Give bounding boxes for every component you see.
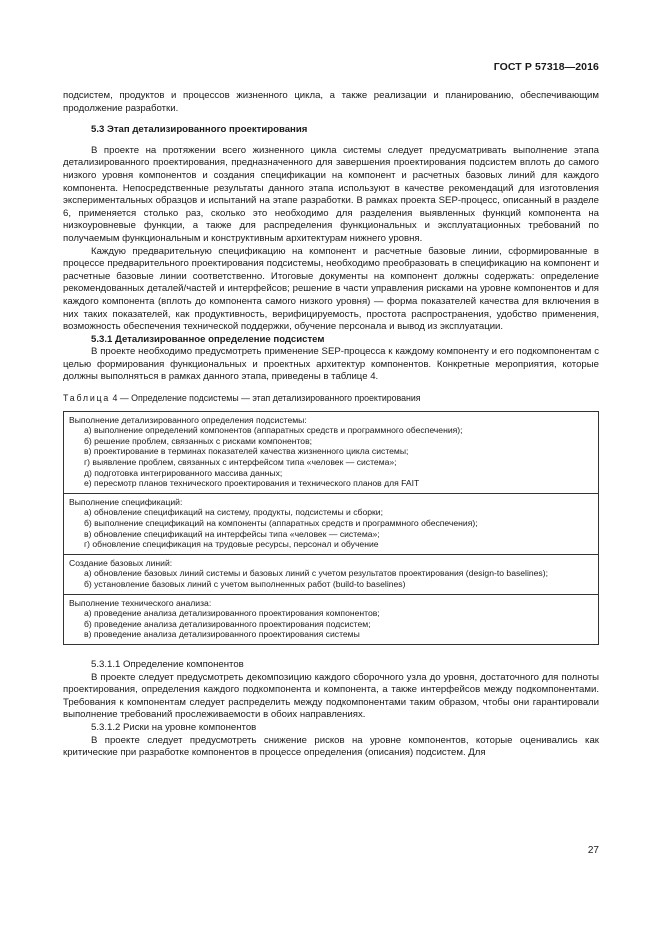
table-cell <box>64 411 599 493</box>
table-cell <box>64 594 599 644</box>
table-cell-item: в) проведение анализа детализированного проектирования системы <box>84 629 360 640</box>
table-cell-item: в) обновление спецификаций на интерфейсы типа «человек — система»; <box>84 528 380 539</box>
table-cell-item: д) подготовка интегрированного массива данных; <box>84 467 283 478</box>
table-cell-item: б) выполнение спецификаций на компоненты (аппаратных средств и программного обеспечения); <box>84 518 478 528</box>
table-cell-item: е) пересмотр планов технического проектирования и технического планов для FAIT <box>84 478 420 489</box>
table-cell-item: г) обновление спецификация на трудовые ресурсы, персонал и обучение <box>84 539 379 550</box>
section-5-3-1-paragraph: В проекте необходимо предусмотреть применение SEP-процесса к каждому компоненту и его подкомпонентам с целью формирования функциональных и проектных архитектур компонентов. Конкретные мероприятия, которые должны выполняться в рамках данного этапа, приведены в таблице 4. <box>63 346 599 383</box>
section-5-3-paragraph-1: В проекте на протяжении всего жизненного цикла системы следует предусматривать выполнение этапа детализированного проектирования, предназначенного для завершения проектирования подсистем вплоть до самого низкого уровня компонентов и создания спецификации на компонент и расчетных базовых линий для каждого компонента. Непосредственные результаты данного этапа используют в качестве рекомендаций для изготовления экспериментальных образцов и испытаний на этапе разработки. В рамках проекта SEP-процесс, описанный в разделе 6, применяется столько раз, сколько это необходимо для разделения выявленных функций компонента на низкоуровневые функции, а также для распределения функциональных и эксплуатационных требований по получаемым функциональным и конструктивным архитектурам нижнего уровня. <box>63 144 599 244</box>
intro-paragraph: подсистем, продуктов и процессов жизненного цикла, а также реализации и планированию, обеспечивающим продолжение разработки. <box>63 90 599 114</box>
table-row <box>64 493 599 554</box>
table-row <box>64 594 599 644</box>
table-cell-title: Выполнение технического анализа: <box>69 597 212 608</box>
table-cell-item: а) обновление базовых линий системы и базовых линий с учетом результатов проектирования (design-to baselines); <box>84 568 548 579</box>
table-cell-item: а) проведение анализа детализированного проектирования компонентов; <box>84 608 380 619</box>
table-cell-item: а) обновление спецификаций на систему, продукты, подсистемы и сборки; <box>84 507 383 518</box>
table-cell-item: б) проведение анализа детализированного проектирования подсистем; <box>84 618 371 629</box>
table-cell-item: г) выявление проблем, связанных с интерфейсом типа «человек — система»; <box>84 457 397 468</box>
table-body <box>64 411 599 644</box>
section-5-3-1-heading: 5.3.1 Детализированное определение подсистем <box>91 333 325 345</box>
table-cell-item: в) проектирование в терминах показателей качества жизненного цикла системы; <box>84 446 409 457</box>
table-row <box>64 411 599 493</box>
table-caption-text: 4 — Определение подсистемы — этап детализированного проектирования <box>110 393 421 404</box>
table-4 <box>63 411 599 645</box>
table-cell-title: Создание базовых линий: <box>69 557 173 568</box>
table-cell-item: б) установление базовых линий с учетом выполненных работ (build-to baselines) <box>84 578 406 589</box>
table-caption <box>63 392 599 405</box>
section-5-3-1-2-heading: 5.3.1.2 Риски на уровне компонентов <box>91 721 257 733</box>
section-5-3-1-1-heading: 5.3.1.1 Определение компонентов <box>91 658 244 670</box>
section-5-3-1-2-paragraph: В проекте следует предусмотреть снижение рисков на уровне компонентов, которые оценивались как критические при разработке компонентов в процессе определения (описания) подсистем. Для <box>63 734 599 759</box>
table-cell <box>64 554 599 594</box>
table-cell-item: а) выполнение определений компонентов (аппаратных средств и программного обеспечения); <box>84 425 463 436</box>
table-cell-title: Выполнение спецификаций: <box>69 496 183 507</box>
section-5-3-paragraph-2: Каждую предварительную спецификацию на компонент и расчетные базовые линии, сформированные в процессе предварительного проектирования подсистемы, необходимо преобразовать в спецификацию на компонент и расчетные базовые линии соответственно. Итоговые документы на компонент должны содержать: определение рекомендованных деталей/частей и интерфейсов; решение в части управления рисками на уровне компонентов и для каждого компонента (вплоть до компонента самого низкого уровня) — форма показателей качества для включения в них таких показателей, как продуктивность, верифицируемость, простота распространения, удобство применения, возможность обеспечения технической поддержки, обучение персонала и вывод из эксплуатации. <box>63 245 599 333</box>
document-id-header: ГОСТ Р 57318—2016 <box>493 61 599 73</box>
table-caption-label: Таблица <box>63 393 111 404</box>
page-content <box>63 90 599 760</box>
table-cell-title: Выполнение детализированного определения подсистемы: <box>69 414 307 425</box>
section-5-3-heading: 5.3 Этап детализированного проектирования <box>91 124 308 136</box>
table-cell-item: б) решение проблем, связанных с рисками компонентов; <box>84 435 313 446</box>
page-number: 27 <box>587 845 599 856</box>
section-5-3-1-1-paragraph: В проекте следует предусмотреть декомпозицию каждого сборочного узла до уровня, достаточного для полноты проектирования, определения каждого подкомпонента и компонента, а также интерфейсов между подкомпонентами. Требования к компонентам следует распределить между подкомпонентами таким образом, чтобы они гарантировали выполнение требований прослеживаемости в обоих направлениях. <box>63 671 599 721</box>
table-row <box>64 554 599 594</box>
table-cell <box>64 493 599 554</box>
